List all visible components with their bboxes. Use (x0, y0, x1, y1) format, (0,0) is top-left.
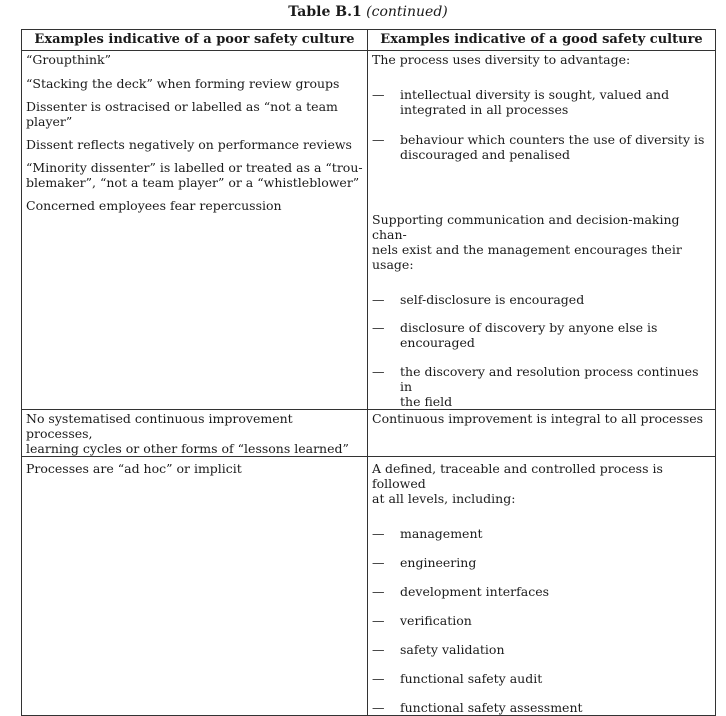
list-item (372, 555, 711, 570)
cell-text: The process uses diversity to advantage: (372, 52, 631, 67)
dash-bullet: — (372, 613, 385, 628)
dash-bullet: — (372, 642, 385, 657)
cell-text: Supporting communication and decision-making chan- (372, 212, 680, 242)
cell-text: “Stacking the deck” when forming review groups (26, 76, 340, 91)
cell-good (368, 457, 716, 716)
item-text: management (400, 526, 483, 541)
cell-text: “Minority dissenter” is labelled or treated as a “trou- (26, 160, 363, 175)
list-item (372, 132, 711, 162)
table-label: Table B.1 (288, 4, 362, 20)
item-text: integrated in all processes (400, 102, 569, 117)
item-text: engineering (400, 555, 477, 570)
item-text: functional safety assessment (400, 700, 583, 715)
item-text: the discovery and resolution process continues in (400, 364, 699, 394)
list-item (372, 364, 711, 409)
dash-bullet: — (372, 320, 385, 335)
cell-text: No systematised continuous improvement processes, (26, 411, 293, 441)
list-item (372, 87, 711, 117)
dash-bullet: — (372, 671, 385, 686)
table-continued: (continued) (366, 4, 448, 20)
cell-poor (22, 51, 368, 410)
cell-poor (22, 410, 368, 457)
cell-text: blemaker”, “not a team player” or a “whistleblower” (26, 175, 360, 190)
item-text: safety validation (400, 642, 505, 657)
safety-culture-table (21, 29, 716, 716)
dash-bullet: — (372, 132, 385, 147)
dash-bullet: — (372, 584, 385, 599)
dash-bullet: — (372, 555, 385, 570)
item-text: discouraged and penalised (400, 147, 570, 162)
cell-text: nels exist and the management encourages their usage: (372, 242, 682, 272)
item-text: self-disclosure is encouraged (400, 292, 585, 307)
header-row (22, 30, 716, 51)
cell-text: Processes are “ad hoc” or implicit (26, 461, 242, 476)
header-poor: Examples indicative of a poor safety culture (22, 30, 368, 51)
cell-poor (22, 457, 368, 716)
dash-bullet: — (372, 364, 385, 379)
item-text: encouraged (400, 335, 475, 350)
item-text: functional safety audit (400, 671, 543, 686)
cell-good (368, 410, 716, 457)
item-text: the field (400, 394, 453, 409)
list-item (372, 642, 711, 657)
cell-text: Dissenter is ostracised or labelled as “not a team player” (26, 99, 338, 129)
item-text: development interfaces (400, 584, 550, 599)
table-row (22, 51, 716, 410)
dash-bullet: — (372, 526, 385, 541)
cell-text: “Groupthink” (26, 52, 112, 67)
dash-bullet: — (372, 87, 385, 102)
item-text: intellectual diversity is sought, valued and (400, 87, 670, 102)
item-text: verification (400, 613, 472, 628)
cell-text: at all levels, including: (372, 491, 516, 506)
list-item (372, 584, 711, 599)
cell-text: Concerned employees fear repercussion (26, 198, 282, 213)
cell-text: A defined, traceable and controlled process is followed (372, 461, 663, 491)
item-text: disclosure of discovery by anyone else is (400, 320, 658, 335)
cell-text: Dissent reflects negatively on performance reviews (26, 137, 352, 152)
table-caption (0, 3, 726, 21)
list-item (372, 526, 711, 541)
table-row (22, 457, 716, 716)
list-item (372, 700, 711, 715)
list-item (372, 613, 711, 628)
list-item (372, 320, 711, 350)
cell-good (368, 51, 716, 410)
header-good: Examples indicative of a good safety culture (368, 30, 716, 51)
cell-text: Continuous improvement is integral to all processes (372, 411, 704, 426)
cell-text: learning cycles or other forms of “lessons learned” (26, 441, 349, 456)
list-item (372, 671, 711, 686)
list-item (372, 292, 711, 307)
dash-bullet: — (372, 700, 385, 715)
dash-bullet: — (372, 292, 385, 307)
item-text: behaviour which counters the use of diversity is (400, 132, 705, 147)
table-row (22, 410, 716, 457)
